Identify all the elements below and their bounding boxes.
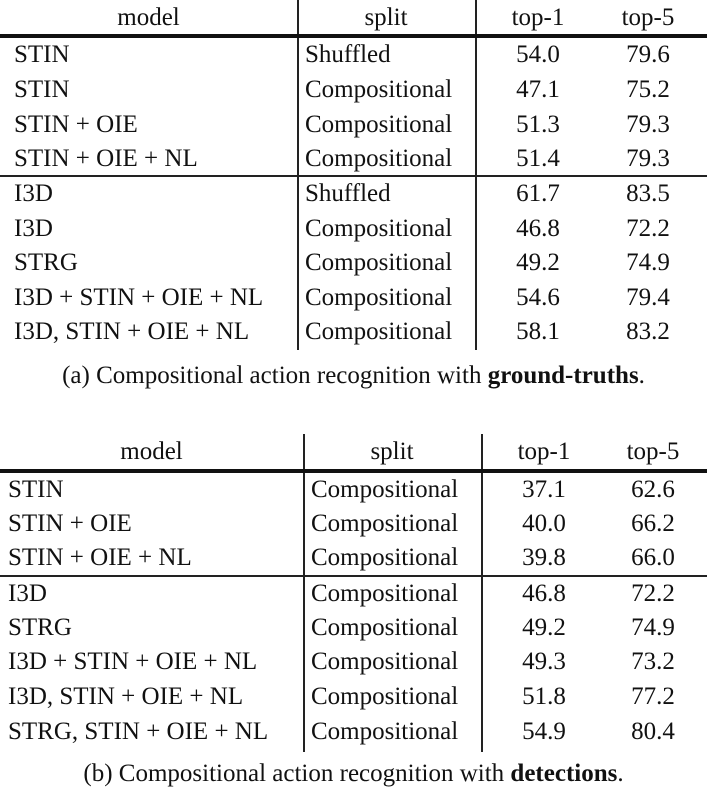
cell-top5: 77.2 [631,683,675,710]
header-model: model [117,4,180,31]
cell-top1: 61.7 [516,180,560,207]
cell-top1: 54.6 [516,284,560,311]
cell-model: I3D + STIN + OIE + NL [14,284,264,311]
table-row [0,176,707,211]
table-row [0,714,707,749]
cell-model: I3D, STIN + OIE + NL [8,683,244,710]
cell-model: STIN [8,476,64,503]
cell-top1: 39.8 [522,544,566,571]
table-a [0,0,707,350]
cell-model: STIN + OIE + NL [14,145,198,172]
table-row [0,211,707,246]
cell-top1: 40.0 [522,510,566,537]
table-row [0,37,707,72]
table-row [0,576,707,611]
table-row [0,314,707,349]
cell-split: Compositional [305,318,453,345]
header-top5: top-5 [626,438,680,465]
cell-top1: 51.4 [516,145,560,172]
cell-top5: 66.0 [631,544,675,571]
table-row [0,644,707,679]
cell-model: STIN + OIE [14,111,138,138]
cell-top1: 49.2 [522,614,566,641]
cell-top1: 51.3 [516,111,560,138]
cell-top5: 79.3 [626,145,670,172]
cell-top1: 54.0 [516,41,560,68]
caption-bold: ground-truths [487,362,639,389]
cell-top5: 80.4 [631,718,675,745]
cell-split: Compositional [311,614,459,641]
table-row [0,280,707,315]
cell-top5: 75.2 [626,76,670,103]
table-a-caption [0,362,707,390]
table-header-row [0,0,707,35]
table-row [0,506,707,541]
cell-model: I3D [14,180,53,207]
cell-split: Compositional [305,249,453,276]
cell-split: Shuffled [305,41,391,68]
caption-text: (a) Compositional action recognition with [62,362,488,389]
cell-split: Compositional [311,580,459,607]
caption-suffix: . [638,362,645,389]
cell-split: Compositional [311,683,459,710]
cell-top5: 83.5 [626,180,670,207]
cell-split: Compositional [311,510,459,537]
cell-top1: 49.3 [522,648,566,675]
cell-top1: 37.1 [522,476,566,503]
cell-split: Compositional [305,215,453,242]
cell-split: Compositional [311,718,459,745]
table-row [0,540,707,575]
cell-top1: 51.8 [522,683,566,710]
cell-model: I3D, STIN + OIE + NL [14,318,250,345]
table-b-caption [0,760,707,788]
cell-top5: 72.2 [626,215,670,242]
cell-split: Compositional [305,111,453,138]
table-row [0,472,707,507]
cell-top5: 83.2 [626,318,670,345]
cell-model: STIN [14,41,70,68]
cell-split: Compositional [311,648,459,675]
table-header-row [0,434,707,469]
cell-split: Compositional [305,145,453,172]
header-split: split [364,4,408,31]
header-top5: top-5 [621,4,675,31]
cell-top1: 54.9 [522,718,566,745]
table-row [0,610,707,645]
cell-top5: 66.2 [631,510,675,537]
caption-bold: detections [510,760,618,787]
cell-top1: 46.8 [516,215,560,242]
cell-top1: 58.1 [516,318,560,345]
table-row [0,679,707,714]
cell-model: I3D [8,580,47,607]
table-row [0,107,707,142]
cell-top5: 79.3 [626,111,670,138]
caption-suffix: . [617,760,624,787]
cell-top1: 46.8 [522,580,566,607]
cell-top5: 74.9 [631,614,675,641]
cell-model: I3D + STIN + OIE + NL [8,648,258,675]
cell-top1: 49.2 [516,249,560,276]
cell-top1: 47.1 [516,76,560,103]
header-top1: top-1 [517,438,571,465]
table-row [0,141,707,176]
cell-model: STRG [14,249,78,276]
table-row [0,72,707,107]
cell-split: Compositional [305,76,453,103]
cell-model: STRG, STIN + OIE + NL [8,718,269,745]
table-b [0,434,707,752]
header-top1: top-1 [511,4,565,31]
cell-split: Compositional [311,476,459,503]
cell-top5: 79.4 [626,284,670,311]
header-model: model [120,438,183,465]
cell-top5: 72.2 [631,580,675,607]
cell-split: Shuffled [305,180,391,207]
cell-top5: 73.2 [631,648,675,675]
cell-top5: 62.6 [631,476,675,503]
cell-split: Compositional [305,284,453,311]
cell-top5: 74.9 [626,249,670,276]
caption-text: (b) Compositional action recognition with [83,760,511,787]
cell-top5: 79.6 [626,41,670,68]
cell-model: STIN + OIE [8,510,132,537]
cell-model: STIN + OIE + NL [8,544,192,571]
cell-split: Compositional [311,544,459,571]
header-split: split [370,438,414,465]
cell-model: STIN [14,76,70,103]
cell-model: STRG [8,614,72,641]
table-row [0,245,707,280]
cell-model: I3D [14,215,53,242]
